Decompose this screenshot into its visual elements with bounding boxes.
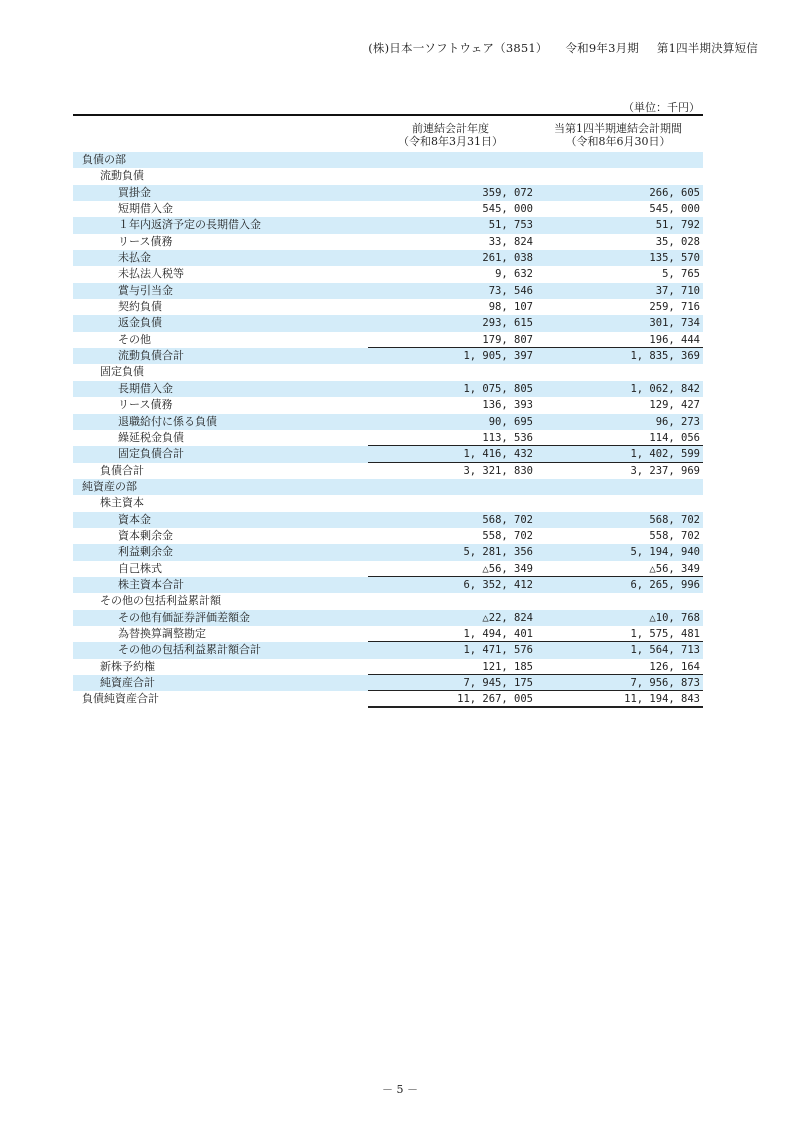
report-title: 第1四半期決算短信 [656,41,758,55]
value-previous: 359, 072 [482,186,533,199]
column-header-current [533,122,703,148]
table-row [73,217,703,233]
value-previous: 1, 416, 432 [463,448,533,461]
value-previous: 136, 393 [482,399,533,412]
row-label: 自己株式 [118,561,162,575]
row-label: 契約負債 [118,300,162,314]
row-label: その他 [118,332,151,346]
table-row [73,381,703,397]
value-previous: 6, 352, 412 [463,578,533,591]
value-previous: 90, 695 [488,415,533,428]
row-label: 退職給付に係る負債 [118,414,217,428]
value-current: 545, 000 [649,203,700,216]
value-current: 51, 792 [655,219,700,232]
company-name: (株)日本一ソフトウェア（3851） [368,41,548,55]
row-label: １年内返済予定の長期借入金 [118,218,261,232]
row-label: 固定負債 [100,365,144,379]
value-current: △56, 349 [649,562,700,575]
table-row [73,364,703,380]
table-row [73,430,703,446]
value-current: 6, 265, 996 [630,578,700,591]
table-row [73,446,703,462]
table-row [73,299,703,315]
table-row [73,348,703,364]
value-previous: 545, 000 [482,203,533,216]
table-row [73,414,703,430]
table-row [73,626,703,642]
table-row [73,659,703,675]
row-label: 短期借入金 [118,202,173,216]
table-row [73,283,703,299]
table-row [73,250,703,266]
value-current: 259, 716 [649,301,700,314]
value-previous: 1, 471, 576 [463,644,533,657]
value-current: 3, 237, 969 [630,464,700,477]
row-label: 返金負債 [118,316,162,330]
table-row [73,266,703,282]
row-label: 純資産合計 [100,676,155,689]
value-current: 126, 164 [649,660,700,673]
row-label: リース債務 [118,234,173,248]
value-current: 1, 564, 713 [630,644,700,657]
row-label: 買掛金 [118,185,151,199]
table-row [73,675,703,691]
table-row [73,315,703,331]
row-label: 資本金 [118,512,151,526]
value-previous: 1, 494, 401 [463,627,533,640]
column-header-current-date: （令和8年6月30日） [565,135,671,148]
value-current: 301, 734 [649,317,700,330]
value-previous: 9, 632 [495,268,533,281]
value-current: 1, 575, 481 [630,627,700,640]
value-previous: △56, 349 [482,562,533,575]
value-previous: 121, 185 [482,660,533,673]
table-row [73,463,703,479]
table-row [73,168,703,184]
value-current: 35, 028 [655,235,700,248]
table-row [73,152,703,168]
value-current: 1, 835, 369 [630,350,700,363]
value-current: 568, 702 [649,513,700,526]
value-current: 114, 056 [649,431,700,444]
value-previous: 558, 702 [482,529,533,542]
value-previous: 51, 753 [488,219,533,232]
table-row [73,528,703,544]
row-label: 流動負債合計 [118,349,184,363]
table-row [73,495,703,511]
value-previous: 5, 281, 356 [463,546,533,559]
fiscal-period: 令和9年3月期 [565,41,640,55]
value-current: 5, 765 [662,268,700,281]
row-label: 負債の部 [82,153,126,166]
row-label: 長期借入金 [118,381,173,395]
table-row [73,479,703,495]
value-current: 7, 956, 873 [630,677,700,689]
row-label: 繰延税金負債 [118,430,184,444]
value-previous: 179, 807 [482,333,533,346]
value-previous: 3, 321, 830 [463,464,533,477]
column-header-previous [368,122,533,148]
row-label: 流動負債 [100,169,144,183]
value-previous: 98, 107 [488,301,533,314]
row-label: 資本剰余金 [118,528,173,542]
column-header-current-title: 当第1四半期連結会計期間 [554,122,682,135]
value-previous: 7, 945, 175 [463,677,533,689]
page-header [368,40,758,56]
value-previous: 33, 824 [488,235,533,248]
row-label: 未払金 [118,251,151,265]
row-label: 利益剰余金 [118,545,173,559]
value-current: 37, 710 [655,284,700,297]
row-label: その他の包括利益累計額合計 [118,643,261,657]
column-header-previous-date: （令和8年3月31日） [398,135,503,148]
table-row [73,561,703,577]
row-label: 株主資本 [100,496,144,510]
row-label: 負債合計 [100,463,144,477]
table-row [73,397,703,413]
table-row [73,512,703,528]
row-label: 負債純資産合計 [82,692,159,706]
row-label: 為替換算調整勘定 [118,626,206,640]
table-row [73,332,703,348]
value-previous: 293, 615 [482,317,533,330]
value-previous: 11, 267, 005 [457,693,533,706]
table-top-rule [73,114,703,116]
value-previous: △22, 824 [482,611,533,624]
value-current: 135, 570 [649,252,700,265]
value-previous: 261, 038 [482,252,533,265]
page-number: － 5 － [382,1083,418,1096]
value-previous: 73, 546 [488,284,533,297]
table-row [73,544,703,560]
value-current: 11, 194, 843 [624,693,700,706]
row-label: 未払法人税等 [118,267,184,281]
value-current: 196, 444 [649,333,700,346]
value-current: 96, 273 [655,415,700,428]
balance-sheet-table [73,152,703,708]
table-row [73,185,703,201]
value-previous: 1, 905, 397 [463,350,533,363]
value-current: 1, 402, 599 [630,448,700,461]
value-previous: 113, 536 [482,431,533,444]
table-row [73,577,703,593]
value-current: 1, 062, 842 [630,382,700,395]
value-previous: 1, 075, 805 [463,382,533,395]
table-row [73,201,703,217]
value-current: 129, 427 [649,399,700,412]
unit-label: （単位：千円） [623,101,700,114]
row-label: その他有価証券評価差額金 [118,610,250,624]
value-current: 558, 702 [649,529,700,542]
row-label: 純資産の部 [82,479,137,493]
row-label: リース債務 [118,398,173,412]
row-label: 新株予約権 [100,659,155,673]
row-label: 固定負債合計 [118,447,184,461]
value-current: 266, 605 [649,186,700,199]
value-current: △10, 768 [649,611,700,624]
row-label: 賞与引当金 [118,283,173,297]
value-current: 5, 194, 940 [630,546,700,559]
table-row [73,234,703,250]
table-row [73,691,703,707]
table-row [73,642,703,658]
column-header-previous-title: 前連結会計年度 [412,122,489,135]
table-row [73,610,703,626]
row-label: 株主資本合計 [118,577,184,591]
table-row [73,593,703,609]
row-label: その他の包括利益累計額 [100,594,221,608]
value-previous: 568, 702 [482,513,533,526]
